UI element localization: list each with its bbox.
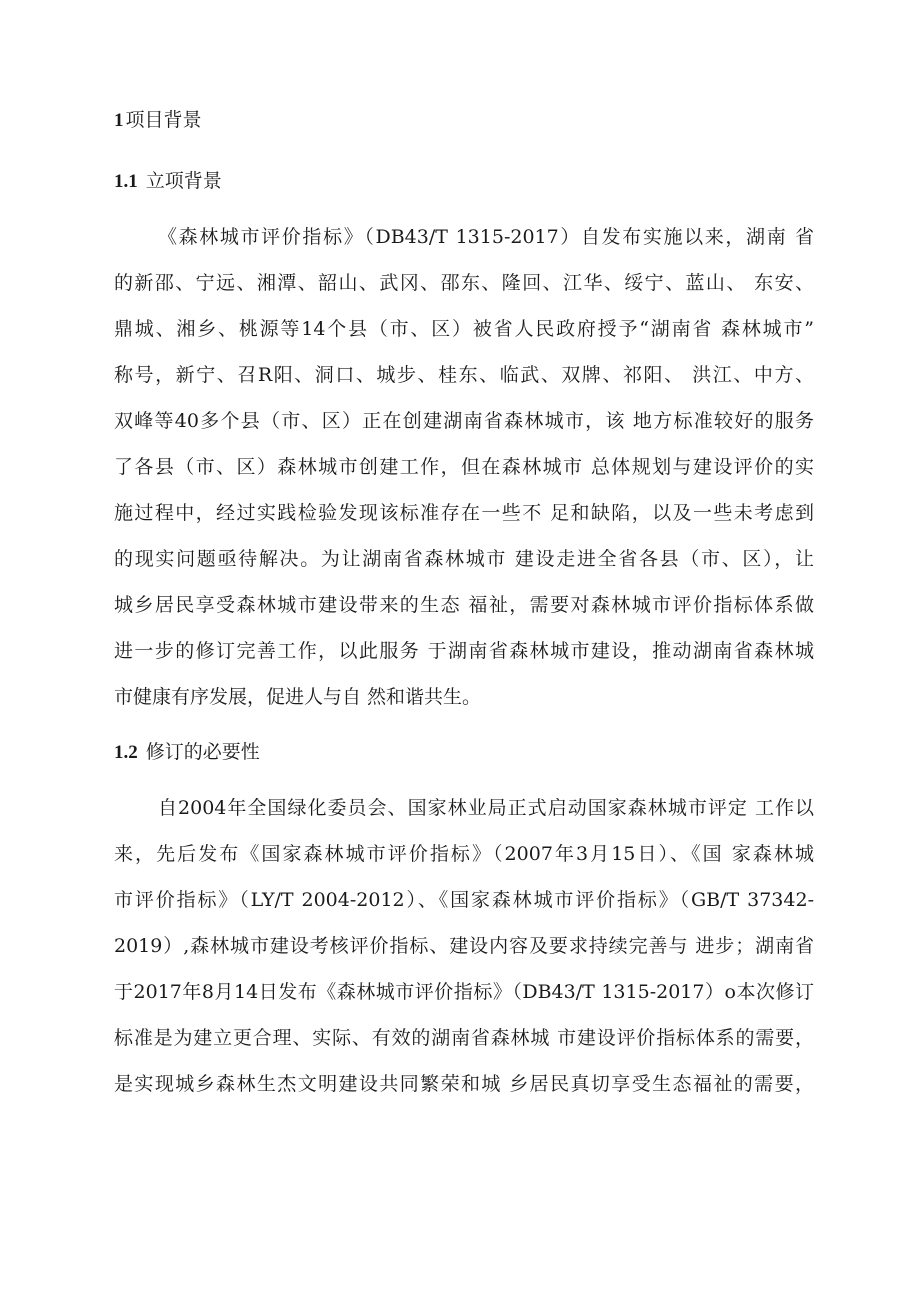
paragraph-line: 进一步的修订完善工作，以此服务 于湖南省森林城市建设，推动湖南省森林城	[114, 640, 814, 662]
heading-1-title: 项目背景	[125, 109, 202, 131]
paragraph-line: 称号，新宁、召R阳、洞口、城步、桂东、临武、双牌、祁阳、 洪江、中方、	[114, 364, 814, 386]
paragraph-line: 自2004年全国绿化委员会、国家林业局正式启动国家森林城市评定 工作以	[158, 797, 814, 819]
paragraph-line: 市健康有序发展，促进人与自 然和谐共生。	[114, 686, 482, 708]
paragraph-line: 城乡居民享受森林城市建设带来的生态 福祉，需要对森林城市评价指标体系做	[114, 594, 814, 616]
section-1-1-heading	[114, 161, 814, 202]
paragraph-line: 的新邵、宁远、湘潭、韶山、武冈、邵东、隆回、江华、绥宁、蓝山、 东安、	[114, 272, 814, 294]
section-1-2-number: 1.2	[114, 742, 138, 763]
section-1-1-paragraph	[114, 214, 814, 720]
paragraph-line: 了各县（市、区）森林城市创建工作，但在森林城市 总体规划与建设评价的实	[114, 456, 814, 478]
document-body	[114, 100, 814, 1119]
paragraph-line: 是实现城乡森林生杰文明建设共同繁荣和城 乡居民真切享受生态福祉的需要，	[114, 1073, 814, 1095]
section-1-1-number: 1.1	[114, 171, 138, 192]
paragraph-line: 2019）,森林城市建设考核评价指标、建设内容及要求持续完善与 进步；湖南省	[114, 935, 814, 957]
paragraph-line: 来，先后发布《国家森林城市评价指标》（2007年3月15日）、《国 家森林城	[114, 843, 814, 865]
paragraph-line: 标准是为建立更合理、实际、有效的湖南省森林城 市建设评价指标体系的需要，	[114, 1027, 814, 1049]
heading-1	[114, 100, 814, 141]
heading-1-number: 1	[114, 110, 124, 131]
paragraph-line: 于2017年8月14日发布《森林城市评价指标》（DB43/T 1315-2017）o本次修订	[114, 981, 814, 1003]
section-1-1-title: 立项背景	[145, 170, 222, 192]
paragraph-line: 的现实问题亟待解决。为让湖南省森林城市 建设走进全省各县（市、区），让	[114, 548, 814, 570]
paragraph-line: 市评价指标》（LY/T 2004-2012）、《国家森林城市评价指标》（GB/T 37342-	[114, 889, 814, 911]
paragraph-line: 《森林城市评价指标》（DB43/T 1315-2017）自发布实施以来，湖南 省	[158, 226, 814, 248]
section-1-2-heading	[114, 732, 814, 773]
paragraph-line: 施过程中，经过实践检验发现该标准存在一些不 足和缺陷，以及一些未考虑到	[114, 502, 814, 524]
section-1-2-paragraph	[114, 785, 814, 1107]
paragraph-line: 双峰等40多个县（市、区）正在创建湖南省森林城市，该 地方标准较好的服务	[114, 410, 814, 432]
section-1-2-title: 修订的必要性	[145, 741, 260, 763]
paragraph-line: 鼎城、湘乡、桃源等14个县（市、区）被省人民政府授予“湖南省 森林城市”	[114, 318, 814, 340]
